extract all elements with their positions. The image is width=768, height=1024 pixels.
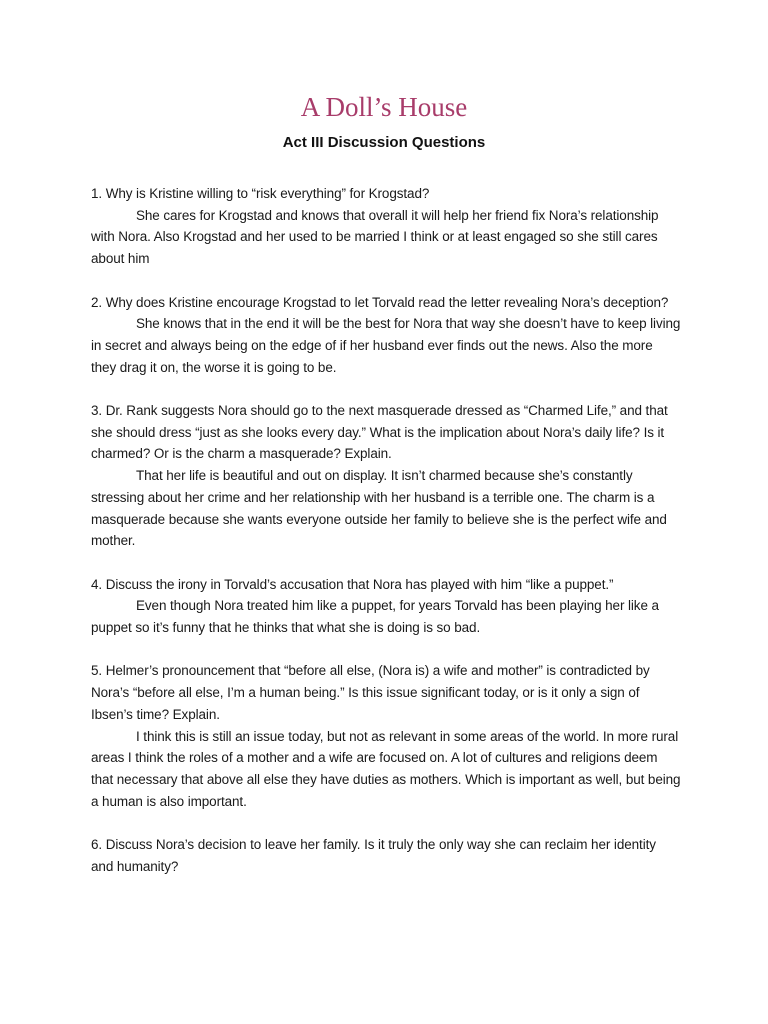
question-item-6 [91,834,681,877]
question-text: 5. Helmer’s pronouncement that “before all else, (Nora is) a wife and mother” is contradicted by Nora’s “before all else, I’m a human being.” Is this issue significant today, or is it only a sign of Ibsen’s time? Explain. [91,663,650,722]
document-title: A Doll’s House [300,92,468,122]
question-text: 4. Discuss the irony in Torvald’s accusation that Nora has played with him “like a puppet.” [91,576,614,592]
answer-text: Even though Nora treated him like a puppet, for years Torvald has been playing her like a puppet so it’s funny that he thinks that what she is doing is so bad. [91,598,659,636]
question-item-1 [91,183,681,270]
questions-list [91,183,681,899]
answer-text: She cares for Krogstad and knows that overall it will help her friend fix Nora’s relationship with Nora. Also Krogstad and her used to be married I think or at least engaged so she still cares about him [91,207,659,267]
question-item-4 [91,574,681,639]
answer-text: That her life is beautiful and out on display. It isn’t charmed because she’s constantly stressing about her crime and her relationship with her husband is a terrible one. The charm is a masquerade because she wants everyone outside her family to believe she is the perfect wife and mother. [91,468,667,549]
answer-text: She knows that in the end it will be the best for Nora that way she doesn’t have to keep living in secret and always being on the edge of if her husband ever finds out the news. Also the more they drag it on, the worse it is going to be. [91,316,681,375]
question-item-2 [91,292,681,379]
question-text: 6. Discuss Nora’s decision to leave her family. Is it truly the only way she can reclaim her identity and humanity? [91,837,656,874]
question-text: 3. Dr. Rank suggests Nora should go to the next masquerade dressed as “Charmed Life,” and that she should dress “just as she looks every day.” What is the implication about Nora’s daily life? Is it charmed? Or is the charm a masquerade? Explain. [91,403,668,462]
question-text: 2. Why does Kristine encourage Krogstad to let Torvald read the letter revealing Nora’s deception? [91,294,669,310]
question-item-5 [91,660,681,812]
question-text: 1. Why is Kristine willing to “risk everything” for Krogstad? [91,186,430,201]
answer-text: I think this is still an issue today, but not as relevant in some areas of the world. In more rural areas I think the roles of a mother and a wife are focused on. A lot of cultures and religions deem that necessary that above all else they have duties as mothers. Which is important as well, but being a human is also important. [91,728,681,809]
document-subtitle: Act III Discussion Questions [282,134,486,151]
question-item-3 [91,400,681,552]
